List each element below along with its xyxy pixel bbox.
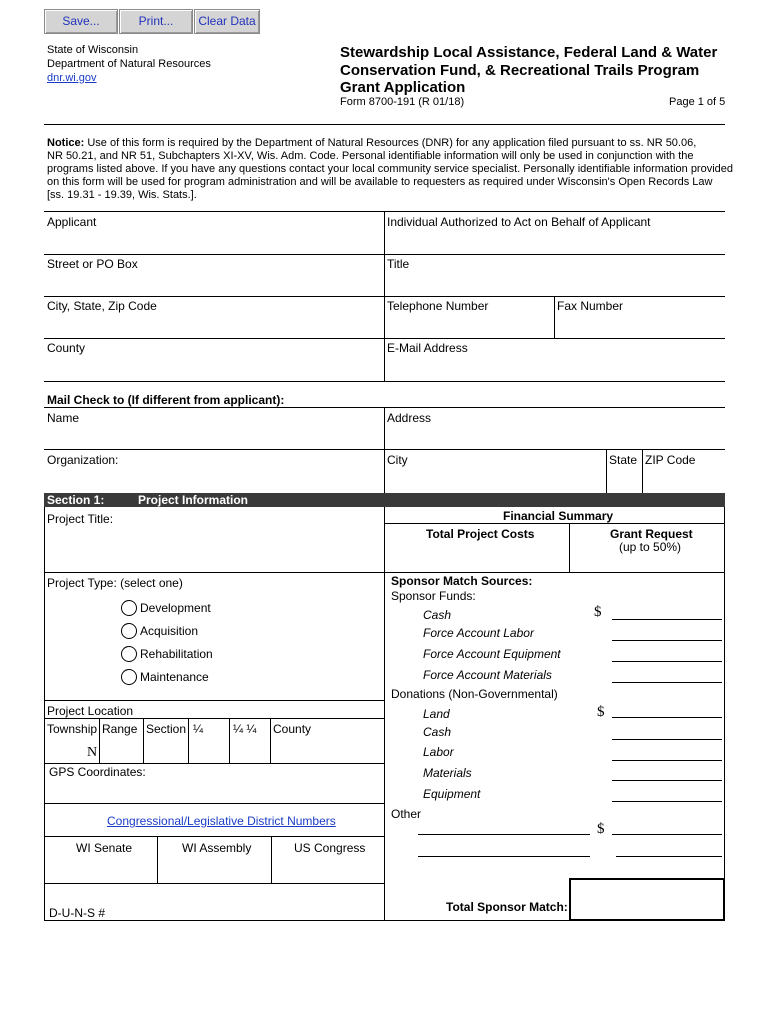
development-radio[interactable] [121,600,137,616]
gps-label: GPS Coordinates: [49,765,146,779]
labor-label: Labor [423,745,454,759]
other-amount-line-1[interactable] [612,834,722,835]
divider [99,718,100,763]
divider [384,407,385,493]
mail-address-label: Address [387,411,432,425]
cash-dollar: $ [594,604,602,620]
divider [44,338,725,339]
quarter-quarter-label: ¼ ¼ [233,722,257,736]
equipment-line[interactable] [612,801,722,802]
project-location-label: Project Location [47,704,134,718]
total-costs-field[interactable] [386,543,567,570]
fax-label: Fax Number [557,299,624,313]
rehabilitation-radio[interactable] [121,646,137,662]
mail-zip-field[interactable] [644,468,723,490]
authorized-label: Individual Authorized to Act on Behalf of Applicant [387,215,651,229]
section-title: Project Information [138,493,249,507]
print-button[interactable]: Print... [119,9,193,34]
divider [271,836,272,883]
mail-zip-label: ZIP Code [645,453,696,467]
land-label: Land [423,707,450,721]
notice-line1: Use of this form is required by the Department of Natural Resources (DNR) for any application filed pursuant to ss. NR 50.06, [84,137,697,149]
donations-label: Donations (Non-Governmental) [391,687,558,701]
notice-line2: NR 50.21, and NR 51, Subchapters XI-XV, Wis. Adm. Code. Personal identifiable information will only be used in conjunction with the [47,150,694,162]
us-congress-label: US Congress [294,841,366,855]
city-label: City, State, Zip Code [47,299,157,313]
divider [44,763,384,764]
divider [44,836,384,837]
cash-line[interactable] [612,619,722,620]
development-label: Development [140,601,211,615]
divider [44,718,384,719]
materials-line[interactable] [612,780,722,781]
district-link[interactable] [107,814,336,828]
don-cash-label: Cash [423,725,452,739]
other-label: Other [391,807,422,821]
equipment-label: Equipment [423,787,481,801]
other-amount-line-2[interactable] [616,856,722,857]
email-field[interactable] [386,356,723,378]
project-title-field[interactable] [45,528,382,570]
county-field[interactable] [45,356,382,378]
divider [384,507,385,921]
mail-address-field[interactable] [386,426,723,448]
wi-assembly-label: WI Assembly [182,841,252,855]
divider [188,718,189,763]
divider [44,572,384,573]
cash-label: Cash [423,608,452,622]
north-label: N [87,745,98,760]
street-label: Street or PO Box [47,257,138,271]
district-numbers-link[interactable]: Congressional/Legislative District Numbers [107,814,336,828]
email-label: E-Mail Address [387,341,468,355]
save-button[interactable]: Save... [44,9,118,34]
divider [569,523,570,572]
mail-city-label: City [387,453,408,467]
total-match-field[interactable] [569,878,725,921]
divider [270,718,271,763]
rehabilitation-label: Rehabilitation [140,647,213,661]
sponsor-sources-label: Sponsor Match Sources: [391,574,533,588]
land-dollar: $ [597,704,605,720]
project-title-label: Project Title: [47,512,114,526]
agency-dept: Department of Natural Resources [47,58,211,70]
divider [44,803,384,804]
other-desc-line-1[interactable] [418,834,590,835]
title-field[interactable] [386,272,723,294]
duns-field[interactable] [110,900,380,918]
divider [44,381,725,382]
divider [229,718,230,763]
fa-equipment-line[interactable] [612,661,722,662]
form-number: Form 8700-191 (R 01/18) [340,96,465,108]
fa-materials-line[interactable] [612,682,722,683]
wi-senate-label: WI Senate [76,841,133,855]
form-title-line3: Grant Application [340,79,466,96]
acquisition-radio[interactable] [121,623,137,639]
county-label: County [47,341,86,355]
divider [143,718,144,763]
section-label: Section [146,722,187,736]
applicant-label: Applicant [47,215,97,229]
mail-name-label: Name [47,411,80,425]
grant-request-label: Grant Request [610,527,693,541]
agency-state: State of Wisconsin [47,44,139,56]
don-cash-line[interactable] [612,739,722,740]
divider [44,296,725,297]
maintenance-label: Maintenance [140,670,209,684]
title-label: Title [387,257,410,271]
sponsor-funds-label: Sponsor Funds: [391,589,476,603]
mail-name-field[interactable] [45,426,382,448]
materials-label: Materials [423,766,472,780]
city-field[interactable] [45,314,382,336]
notice [47,137,734,202]
mail-state-field[interactable] [608,468,640,490]
divider [384,572,724,573]
quarter-label: ¼ [193,722,204,736]
other-dollar: $ [597,821,605,837]
fa-labor-line[interactable] [612,640,722,641]
form-title-line1: Stewardship Local Assistance, Federal Land & Water [340,44,718,61]
divider [157,836,158,883]
phone-field[interactable] [386,314,552,336]
mail-organization-label: Organization: [47,453,119,467]
acquisition-label: Acquisition [140,624,199,638]
dnr-link[interactable]: dnr.wi.gov [47,72,97,84]
applicant-field[interactable] [45,230,382,252]
divider [554,296,555,338]
street-field[interactable] [45,272,382,294]
township-label: Township [47,722,98,736]
fa-labor-label: Force Account Labor [423,626,534,640]
divider [724,507,725,921]
total-costs-label: Total Project Costs [426,527,535,541]
range-label: Range [102,722,138,736]
notice-label: Notice: [47,137,85,149]
grant-note-label: (up to 50%) [619,540,682,554]
fax-field[interactable] [556,314,723,336]
maintenance-radio[interactable] [121,669,137,685]
page-number: Page 1 of 5 [669,96,726,108]
notice-line5: [ss. 19.31 - 19.39, Wis. Stats.]. [47,189,197,201]
duns-label: D-U-N-S # [49,906,105,920]
divider [606,449,607,493]
divider [44,254,725,255]
form-title-line2: Conservation Fund, & Recreational Trails Program [340,62,700,79]
notice-line3: programs listed above. If you have any questions contact your local community service specialist. Personally identifiable information provided [47,163,734,175]
labor-line[interactable] [612,760,722,761]
mail-heading: Mail Check to (If different from applicant): [47,393,285,407]
total-match-label: Total Sponsor Match: [446,900,568,914]
mail-state-label: State [609,453,638,467]
divider [44,124,725,125]
phone-label: Telephone Number [387,299,489,313]
authorized-field[interactable] [386,230,723,252]
fa-materials-label: Force Account Materials [423,668,552,682]
land-line[interactable] [612,717,722,718]
section-number: Section 1: [47,493,105,507]
divider [44,883,384,884]
agency-link[interactable] [47,72,97,84]
divider [44,700,384,701]
other-desc-line-2[interactable] [418,856,590,857]
mail-organization-field[interactable] [45,468,382,490]
project-type-label: Project Type: (select one) [47,576,183,590]
divider [384,523,724,524]
notice-line4: on this form will be used for program administration and will be available to requesters as required under Wisconsin's Open Records Law [47,176,713,188]
divider [44,449,725,450]
mail-city-field[interactable] [386,468,604,490]
clear-data-button[interactable]: Clear Data [194,9,260,34]
divider [642,449,643,493]
location-county-label: County [273,722,312,736]
gps-field[interactable] [160,765,380,800]
financial-heading: Financial Summary [503,509,614,523]
fa-equipment-label: Force Account Equipment [423,647,561,661]
